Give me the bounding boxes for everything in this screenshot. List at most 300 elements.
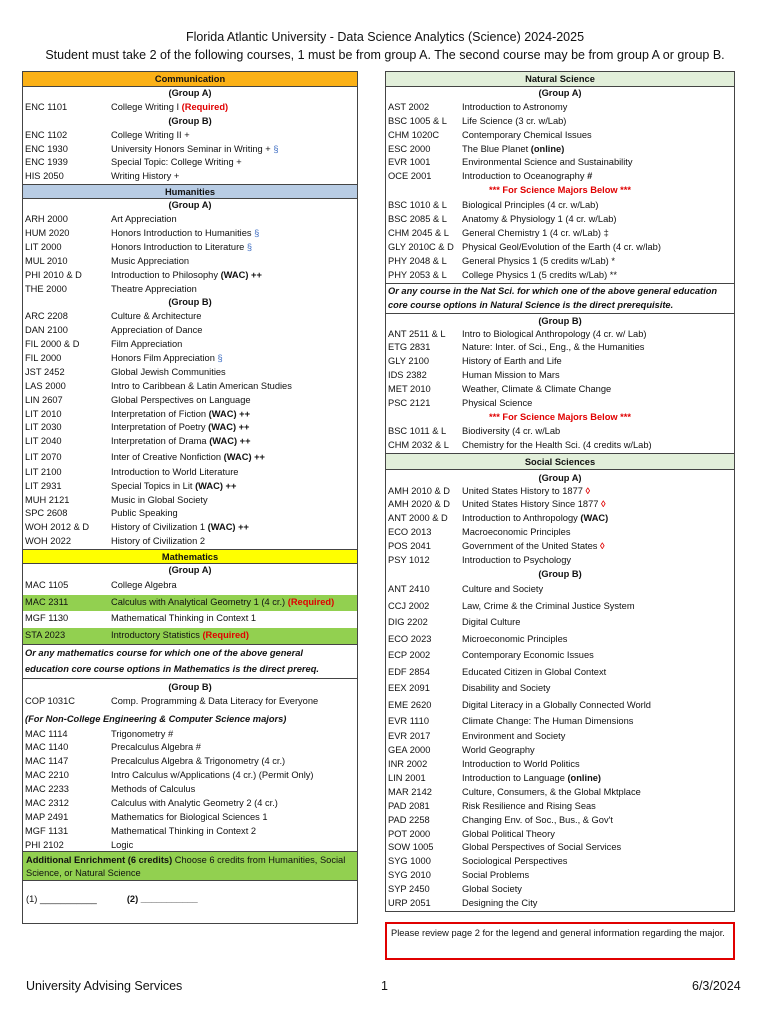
course-row bbox=[386, 115, 734, 129]
course-row bbox=[23, 435, 357, 449]
course-name: Sociological Perspectives bbox=[462, 856, 568, 867]
course-name: Introduction to Astronomy bbox=[462, 101, 568, 112]
course-code: MAC 1105 bbox=[25, 580, 69, 591]
course-code: HUM 2020 bbox=[25, 228, 70, 239]
course-code: MAC 2210 bbox=[25, 770, 69, 781]
course-row bbox=[23, 628, 357, 645]
course-name: Disability and Society bbox=[462, 683, 551, 694]
course-row bbox=[386, 425, 734, 439]
course-name: Human Mission to Mars bbox=[462, 370, 560, 381]
course-code: SYG 2010 bbox=[388, 870, 431, 881]
course-name: Music in Global Society bbox=[111, 494, 208, 505]
left-column bbox=[22, 71, 358, 924]
course-code: BSC 1005 & L bbox=[388, 115, 447, 126]
enrichment-blank-2[interactable]: (2) ___________ bbox=[126, 893, 198, 904]
course-row bbox=[386, 269, 734, 283]
course-row bbox=[23, 338, 357, 352]
nat-sci-note-line-1: Or any course in the Nat Sci. for which one of the above general education bbox=[386, 283, 734, 298]
course-row bbox=[23, 595, 357, 612]
course-name: Calculus with Analytic Geometry 2 (4 cr.) bbox=[111, 797, 278, 808]
course-name: General Physics 1 (5 credits w/Lab) * bbox=[462, 255, 615, 266]
course-code: AMH 2010 & D bbox=[388, 485, 451, 496]
course-name: Logic bbox=[111, 839, 134, 850]
course-name: Law, Crime & the Criminal Justice System bbox=[462, 600, 635, 611]
course-name: Introduction to Philosophy bbox=[111, 269, 221, 280]
course-row bbox=[386, 814, 734, 828]
course-row bbox=[386, 855, 734, 869]
course-code: ANT 2511 & L bbox=[388, 328, 446, 339]
course-name: Methods of Calculus bbox=[111, 784, 196, 795]
course-name: Interpretation of Poetry bbox=[111, 422, 209, 433]
course-name: Introduction to World Literature bbox=[111, 466, 239, 477]
section-symbol: § bbox=[246, 241, 253, 252]
course-name: Appreciation of Dance bbox=[111, 325, 203, 336]
course-row bbox=[386, 598, 734, 615]
course-code: FIL 2000 & D bbox=[25, 339, 80, 350]
course-row bbox=[386, 341, 734, 355]
group-a-label: (Group A) bbox=[168, 88, 212, 98]
course-name: Digital Culture bbox=[462, 617, 521, 628]
course-row bbox=[386, 328, 734, 342]
course-row bbox=[386, 897, 734, 911]
course-name: Intro Calculus w/Applications (4 cr.) (Permit Only) bbox=[111, 770, 314, 781]
course-row bbox=[23, 728, 357, 742]
group-b-label: (Group B) bbox=[168, 115, 212, 126]
course-code: PAD 2081 bbox=[388, 800, 430, 811]
course-code: MAC 2312 bbox=[25, 797, 69, 808]
course-name: Biological Principles (4 cr. w/Lab) bbox=[462, 200, 599, 211]
wac-tag: (WAC) ++ bbox=[208, 422, 250, 433]
course-code: LIT 2040 bbox=[25, 436, 62, 447]
course-row bbox=[23, 241, 357, 255]
course-name: The Blue Planet bbox=[462, 143, 531, 154]
math-note-line-2: education core course options in Mathematics is the direct prereq. bbox=[25, 664, 319, 674]
course-name: Anatomy & Physiology 1 (4 cr. w/Lab) bbox=[462, 214, 617, 225]
enrichment-blank-1[interactable]: (1) ___________ bbox=[26, 893, 97, 904]
course-name: College Writing I bbox=[111, 101, 180, 112]
course-name: Educated Citizen in Global Context bbox=[462, 666, 607, 677]
course-code: PAD 2258 bbox=[388, 814, 430, 825]
course-name: Global Society bbox=[462, 884, 522, 895]
required-tag: (Required) bbox=[181, 101, 229, 112]
course-code: ENC 1930 bbox=[25, 143, 68, 154]
math-note-line-1: Or any mathematics course for which one of the above general bbox=[23, 644, 357, 661]
course-row bbox=[386, 383, 734, 397]
course-name: Honors Introduction to Literature bbox=[111, 241, 247, 252]
course-row bbox=[386, 397, 734, 411]
course-row bbox=[23, 494, 357, 508]
course-row bbox=[386, 800, 734, 814]
course-code: ETG 2831 bbox=[388, 342, 431, 353]
course-row bbox=[386, 786, 734, 800]
course-name: Microeconomic Principles bbox=[462, 633, 568, 644]
course-row bbox=[23, 408, 357, 422]
course-name: Weather, Climate & Climate Change bbox=[462, 384, 612, 395]
wac-tag: (WAC) ++ bbox=[207, 522, 249, 533]
group-a-label: (Group A) bbox=[538, 88, 582, 98]
course-row bbox=[23, 143, 357, 157]
course-name: Introduction to Oceanography bbox=[462, 171, 588, 182]
course-name: Environmental Science and Sustainability bbox=[462, 157, 633, 168]
nat-sci-note-line-2: core course options in Natural Science is the direct prerequisite. bbox=[388, 299, 674, 310]
course-name: United States History Since 1877 bbox=[462, 499, 602, 510]
course-code: MAC 1114 bbox=[25, 728, 68, 739]
online-tag: (online) bbox=[530, 143, 565, 154]
course-name: Changing Env. of Soc., Bus., & Gov't bbox=[462, 814, 613, 825]
course-row bbox=[386, 498, 734, 512]
course-row bbox=[23, 101, 357, 115]
course-code: MAC 2311 bbox=[25, 596, 69, 607]
course-row bbox=[386, 439, 734, 453]
course-row bbox=[23, 170, 357, 184]
course-row bbox=[386, 170, 734, 184]
course-name: Digital Literacy in a Globally Connected World bbox=[462, 699, 651, 710]
course-code: LIT 2931 bbox=[25, 480, 62, 491]
course-row bbox=[23, 213, 357, 227]
course-code: EVR 1110 bbox=[388, 716, 430, 727]
course-row bbox=[386, 369, 734, 383]
course-code: JST 2452 bbox=[25, 366, 65, 377]
course-row bbox=[23, 694, 357, 711]
course-row bbox=[23, 507, 357, 521]
course-name: Culture & Architecture bbox=[111, 311, 202, 322]
page-number: 1 bbox=[381, 979, 388, 993]
hash-symbol: # bbox=[587, 171, 593, 182]
course-code: ENC 1939 bbox=[25, 157, 68, 168]
footer-office: University Advising Services bbox=[26, 979, 183, 993]
course-name: Trigonometry # bbox=[111, 728, 174, 739]
wac-tag: (WAC) ++ bbox=[208, 408, 250, 419]
course-code: LIT 2000 bbox=[25, 241, 62, 252]
social-sciences-header: Social Sciences bbox=[386, 453, 734, 470]
math-group-b-note: (For Non-College Engineering & Computer Science majors) bbox=[25, 713, 287, 724]
course-code: SYG 1000 bbox=[388, 856, 431, 867]
course-name: Precalculus Algebra # bbox=[111, 742, 201, 753]
course-row bbox=[386, 485, 734, 499]
course-code: ARC 2208 bbox=[25, 311, 68, 322]
course-row bbox=[23, 797, 357, 811]
course-name: Chemistry for the Health Sci. (4 credits w/Lab) bbox=[462, 439, 652, 450]
course-row bbox=[23, 825, 357, 839]
course-name: Inter of Creative Nonfiction bbox=[111, 451, 224, 462]
course-row bbox=[23, 380, 357, 394]
course-name: Introduction to Language bbox=[462, 773, 568, 783]
course-row bbox=[23, 269, 357, 283]
course-code: MUL 2010 bbox=[25, 255, 68, 266]
course-code: AST 2002 bbox=[388, 101, 430, 112]
course-row bbox=[23, 366, 357, 380]
course-code: ECO 2023 bbox=[388, 633, 432, 644]
course-name: Film Appreciation bbox=[111, 339, 183, 350]
course-row bbox=[386, 199, 734, 213]
enrichment-blanks bbox=[23, 881, 357, 923]
course-name: Contemporary Economic Issues bbox=[462, 650, 594, 661]
course-row bbox=[386, 714, 734, 731]
course-row bbox=[386, 697, 734, 714]
course-name: Intro to Biological Anthropology (4 cr. w/ Lab) bbox=[462, 328, 647, 339]
group-b-label: (Group B) bbox=[386, 313, 734, 328]
course-code: LIT 2100 bbox=[25, 466, 62, 477]
course-name: Environment and Society bbox=[462, 731, 566, 742]
course-code: WOH 2012 & D bbox=[25, 522, 90, 533]
course-row bbox=[386, 828, 734, 842]
course-name: Introductory Statistics bbox=[111, 629, 203, 640]
course-code: URP 2051 bbox=[388, 898, 431, 909]
course-code: MAC 1140 bbox=[25, 742, 69, 753]
course-row bbox=[23, 783, 357, 797]
wac-tag: (WAC) ++ bbox=[209, 436, 251, 447]
section-symbol: § bbox=[273, 143, 279, 154]
group-a-label: (Group A) bbox=[168, 200, 212, 211]
course-row bbox=[386, 227, 734, 241]
course-name: History of Earth and Life bbox=[462, 356, 562, 367]
course-code: FIL 2000 bbox=[25, 353, 62, 364]
course-row bbox=[23, 611, 357, 628]
page-subtitle: Student must take 2 of the following courses, 1 must be from group A. The second course may be from group A or group B. bbox=[45, 48, 725, 62]
course-name: Global Perspectives of Social Services bbox=[462, 842, 622, 853]
course-name: Social Problems bbox=[462, 870, 530, 881]
science-majors-note: *** For Science Majors Below *** bbox=[488, 411, 632, 422]
course-code: WOH 2022 bbox=[25, 536, 71, 547]
diamond-symbol: ◊ bbox=[585, 485, 591, 496]
course-row bbox=[23, 521, 357, 535]
course-name: Mathematics for Biological Sciences 1 bbox=[111, 811, 268, 822]
course-code: IDS 2382 bbox=[388, 370, 427, 381]
course-name: Global Jewish Communities bbox=[111, 366, 226, 377]
course-name: Honors Film Appreciation bbox=[111, 353, 218, 364]
course-name: Writing History + bbox=[111, 171, 180, 182]
enrichment-text: Choose 6 credits from Humanities, Social Science, or Natural Science bbox=[26, 854, 346, 878]
course-name: Nature: Inter. of Sci., Eng., & the Humanities bbox=[462, 342, 645, 353]
course-code: ENC 1102 bbox=[25, 129, 68, 140]
course-row bbox=[23, 156, 357, 170]
course-name: History of Civilization 1 bbox=[111, 522, 208, 533]
course-code: ECP 2002 bbox=[388, 650, 431, 661]
course-row bbox=[386, 156, 734, 170]
course-code: INR 2002 bbox=[388, 759, 428, 770]
course-code: ANT 2410 bbox=[388, 584, 430, 595]
course-code: DIG 2202 bbox=[388, 617, 428, 628]
course-name: Physical Geol/Evolution of the Earth (4 cr. w/lab) bbox=[462, 241, 661, 252]
course-code: PHI 2102 bbox=[25, 839, 64, 850]
diamond-symbol: ◊ bbox=[599, 541, 605, 552]
course-row bbox=[23, 394, 357, 408]
section-symbol: § bbox=[217, 353, 223, 364]
course-row bbox=[23, 769, 357, 783]
course-row bbox=[23, 480, 357, 494]
wac-tag: (WAC) ++ bbox=[223, 451, 265, 462]
communication-header: Communication bbox=[23, 72, 357, 87]
course-row bbox=[386, 512, 734, 526]
course-row bbox=[23, 227, 357, 241]
course-row bbox=[386, 730, 734, 744]
course-name: University Honors Seminar in Writing + bbox=[111, 143, 274, 154]
course-row bbox=[386, 355, 734, 369]
course-code: PSY 1012 bbox=[388, 555, 430, 566]
course-name: Honors Introduction to Humanities bbox=[111, 228, 255, 239]
course-code: MAC 2233 bbox=[25, 784, 69, 795]
course-row bbox=[386, 615, 734, 632]
course-name: Climate Change: The Human Dimensions bbox=[462, 716, 634, 727]
course-code: CHM 2032 & L bbox=[388, 439, 449, 450]
course-name: World Geography bbox=[462, 745, 535, 756]
course-row bbox=[23, 839, 357, 851]
course-row bbox=[23, 421, 357, 435]
course-row bbox=[386, 681, 734, 698]
course-row bbox=[386, 101, 734, 115]
course-row bbox=[23, 129, 357, 143]
course-code: LIT 2030 bbox=[25, 422, 62, 433]
course-code: ECO 2013 bbox=[388, 527, 432, 538]
course-row bbox=[23, 466, 357, 480]
course-row bbox=[386, 664, 734, 681]
course-name: Theatre Appreciation bbox=[111, 283, 197, 294]
course-name: College Writing II + bbox=[111, 129, 190, 140]
course-row bbox=[386, 213, 734, 227]
course-row bbox=[386, 869, 734, 883]
course-row bbox=[386, 648, 734, 665]
course-row bbox=[386, 841, 734, 855]
course-code: EDF 2854 bbox=[388, 666, 430, 677]
science-majors-note: *** For Science Majors Below *** bbox=[488, 185, 632, 196]
course-name: Public Speaking bbox=[111, 508, 178, 519]
course-row bbox=[386, 772, 734, 786]
course-name: Introduction to World Politics bbox=[462, 759, 580, 770]
course-row bbox=[386, 883, 734, 897]
course-code: ENC 1101 bbox=[25, 101, 68, 112]
course-code: ARH 2000 bbox=[25, 214, 68, 225]
course-code: PHY 2053 & L bbox=[388, 269, 447, 280]
course-code: PHY 2048 & L bbox=[388, 255, 447, 266]
course-code: EEX 2091 bbox=[388, 683, 430, 694]
course-name: Special Topics in Lit bbox=[111, 480, 196, 491]
course-name: Government of the United States bbox=[462, 541, 600, 552]
natural-science-header: Natural Science bbox=[386, 72, 734, 87]
course-name: Comp. Programming & Data Literacy for Everyone bbox=[111, 696, 319, 707]
course-row bbox=[23, 283, 357, 297]
required-tag: (Required) bbox=[202, 629, 249, 640]
course-name: Risk Resilience and Rising Seas bbox=[462, 800, 596, 811]
course-name: Biodiversity (4 cr. w/Lab bbox=[462, 425, 561, 436]
course-name: Interpretation of Drama bbox=[111, 436, 210, 447]
group-b-label: (Group B) bbox=[23, 678, 357, 694]
course-name: Global Perspectives on Language bbox=[111, 394, 251, 405]
course-code: PSC 2121 bbox=[388, 398, 431, 409]
course-code: CHM 2045 & L bbox=[388, 228, 449, 239]
course-code: STA 2023 bbox=[25, 629, 66, 640]
course-row bbox=[386, 758, 734, 772]
course-code: GEA 2000 bbox=[388, 745, 431, 756]
course-code: ANT 2000 & D bbox=[388, 513, 448, 524]
course-name: United States History to 1877 bbox=[462, 485, 586, 496]
course-name: Culture and Society bbox=[462, 584, 544, 595]
course-code: LIN 2001 bbox=[388, 773, 426, 783]
course-row bbox=[386, 582, 734, 599]
course-row bbox=[386, 540, 734, 554]
course-row bbox=[23, 352, 357, 366]
course-code: BSC 1010 & L bbox=[388, 200, 447, 211]
course-name: Physical Science bbox=[462, 398, 533, 409]
required-tag: (Required) bbox=[287, 596, 335, 607]
course-name: Introduction to Anthropology bbox=[462, 513, 581, 524]
course-row bbox=[23, 811, 357, 825]
review-note: Please review page 2 for the legend and general information regarding the major. bbox=[385, 922, 735, 960]
course-code: THE 2000 bbox=[25, 283, 67, 294]
course-code: MGF 1130 bbox=[25, 613, 69, 624]
course-code: BSC 2085 & L bbox=[388, 214, 447, 225]
course-row bbox=[23, 535, 357, 549]
course-name: College Algebra bbox=[111, 580, 177, 591]
course-row bbox=[23, 755, 357, 769]
group-b-label: (Group B) bbox=[168, 297, 212, 308]
course-name: Music Appreciation bbox=[111, 255, 190, 266]
wac-tag: (WAC) bbox=[580, 513, 609, 524]
course-name: Global Political Theory bbox=[462, 828, 555, 839]
course-name: Precalculus Algebra & Trigonometry (4 cr.) bbox=[111, 756, 286, 767]
course-row bbox=[23, 255, 357, 269]
course-name: Introduction to Psychology bbox=[462, 555, 572, 566]
course-code: POT 2000 bbox=[388, 828, 431, 839]
course-row bbox=[23, 310, 357, 324]
course-name: Designing the City bbox=[462, 898, 538, 909]
course-name: Art Appreciation bbox=[111, 214, 177, 225]
course-name: Interpretation of Fiction bbox=[111, 408, 209, 419]
course-code: BSC 1011 & L bbox=[388, 425, 447, 436]
course-code: LAS 2000 bbox=[25, 380, 66, 391]
course-row bbox=[386, 255, 734, 269]
course-code: COP 1031C bbox=[25, 696, 75, 707]
course-name: History of Civilization 2 bbox=[111, 536, 206, 547]
course-row bbox=[23, 324, 357, 338]
course-code: EVR 1001 bbox=[388, 157, 431, 168]
course-code: LIT 2010 bbox=[25, 408, 62, 419]
course-name: Life Science (3 cr. w/Lab) bbox=[462, 115, 567, 126]
course-code: MAR 2142 bbox=[388, 786, 432, 797]
diamond-symbol: ◊ bbox=[601, 499, 606, 510]
course-code: HIS 2050 bbox=[25, 171, 64, 182]
group-b-label: (Group B) bbox=[538, 568, 582, 579]
course-code: EME 2620 bbox=[388, 699, 432, 710]
course-name: Special Topic: College Writing + bbox=[111, 157, 242, 168]
course-code: CCJ 2002 bbox=[388, 600, 430, 611]
course-code: SOW 1005 bbox=[388, 842, 434, 853]
course-name: Mathematical Thinking in Context 1 bbox=[111, 613, 257, 624]
group-a-label: (Group A) bbox=[538, 472, 582, 483]
course-name: Macroeconomic Principles bbox=[462, 527, 571, 538]
course-row bbox=[386, 631, 734, 648]
course-row bbox=[386, 554, 734, 568]
course-code: GLY 2100 bbox=[388, 356, 430, 367]
course-name: Contemporary Chemical Issues bbox=[462, 129, 592, 140]
course-row bbox=[386, 744, 734, 758]
course-name: Culture, Consumers, & the Global Mktplace bbox=[462, 786, 641, 797]
course-row bbox=[386, 143, 734, 157]
mathematics-header: Mathematics bbox=[23, 549, 357, 564]
group-a-label: (Group A) bbox=[168, 565, 212, 576]
right-column bbox=[385, 71, 735, 912]
course-row bbox=[23, 741, 357, 755]
course-code: EVR 2017 bbox=[388, 731, 431, 742]
course-code: SPC 2608 bbox=[25, 508, 68, 519]
course-row bbox=[386, 241, 734, 255]
course-code: SYP 2450 bbox=[388, 884, 430, 895]
course-row bbox=[23, 449, 357, 466]
footer-date: 6/3/2024 bbox=[692, 979, 741, 993]
course-name: General Chemistry 1 (4 cr. w/Lab) ‡ bbox=[462, 228, 609, 239]
wac-tag: (WAC) ++ bbox=[195, 480, 237, 491]
course-code: LIN 2607 bbox=[25, 394, 63, 405]
course-code: MAP 2491 bbox=[25, 811, 69, 822]
